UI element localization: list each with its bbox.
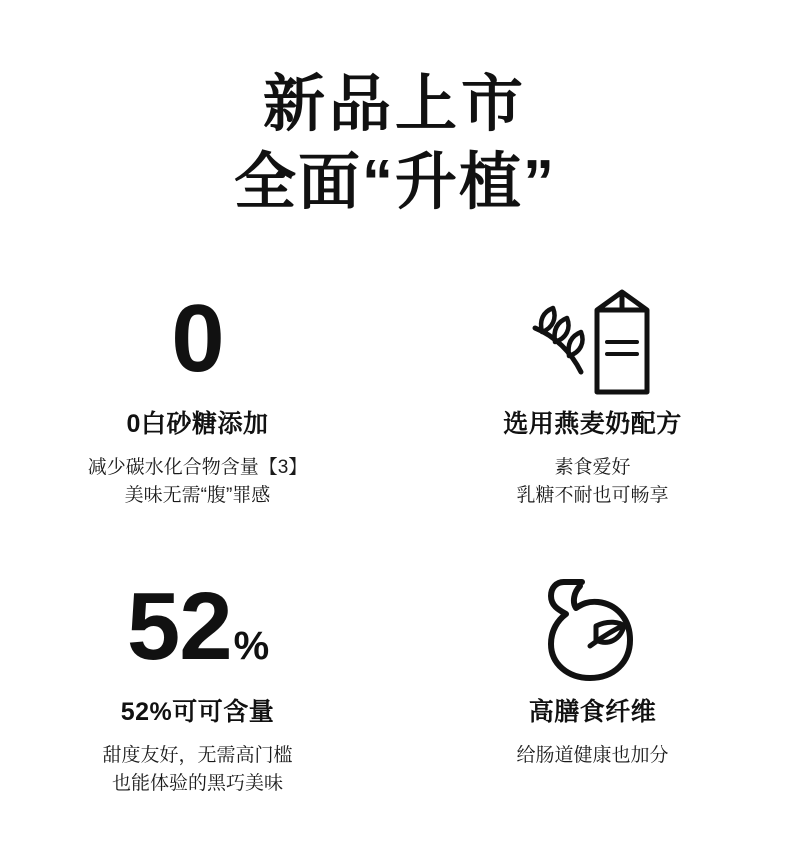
feature-visual-cocoa-content xyxy=(127,568,268,686)
big-number-fifty-two xyxy=(126,573,269,680)
feature-visual-dietary-fiber xyxy=(518,568,668,686)
big-number-value: 52 xyxy=(126,573,232,680)
big-number-value: 0 xyxy=(171,285,224,392)
feature-title-oat-milk: 选用燕麦奶配方 xyxy=(503,410,682,438)
feature-title-cocoa-content: 52%可可含量 xyxy=(120,698,275,726)
headline-block xyxy=(0,0,790,222)
feature-item-oat-milk xyxy=(395,280,790,510)
feature-desc-line: 给肠道健康也加分 xyxy=(516,745,669,766)
feature-desc-line: 乳糖不耐也可畅享 xyxy=(516,485,669,506)
feature-item-dietary-fiber xyxy=(395,568,790,798)
feature-title-dietary-fiber: 高膳食纤维 xyxy=(528,698,657,726)
big-number-zero xyxy=(171,285,224,392)
feature-grid xyxy=(0,280,790,798)
feature-desc-zero-sugar xyxy=(88,454,308,510)
headline-line-1: 新品上市 xyxy=(262,70,527,139)
feature-desc-line: 减少碳水化合物含量【3】 xyxy=(87,457,308,478)
feature-visual-zero-sugar xyxy=(171,280,223,398)
feature-visual-oat-milk xyxy=(509,280,677,398)
feature-desc-line: 甜度友好，无需高门槛 xyxy=(102,745,293,766)
feature-desc-line: 素食爱好 xyxy=(554,457,631,478)
big-number-percent-sign: % xyxy=(233,624,269,668)
feature-desc-dietary-fiber xyxy=(516,742,668,770)
headline-line-2: 全面“升植” xyxy=(233,148,556,217)
oat-milk-carton-icon xyxy=(509,280,677,398)
feature-desc-line: 美味无需“腹”罪感 xyxy=(124,485,271,506)
feature-desc-oat-milk xyxy=(516,454,668,510)
feature-title-zero-sugar: 0白砂糖添加 xyxy=(126,410,269,438)
feature-desc-line: 也能体验的黑巧美味 xyxy=(111,773,283,794)
stomach-leaf-icon xyxy=(518,568,668,686)
feature-desc-cocoa-content xyxy=(102,742,292,798)
feature-item-cocoa-content xyxy=(0,568,395,798)
feature-item-zero-sugar xyxy=(0,280,395,510)
